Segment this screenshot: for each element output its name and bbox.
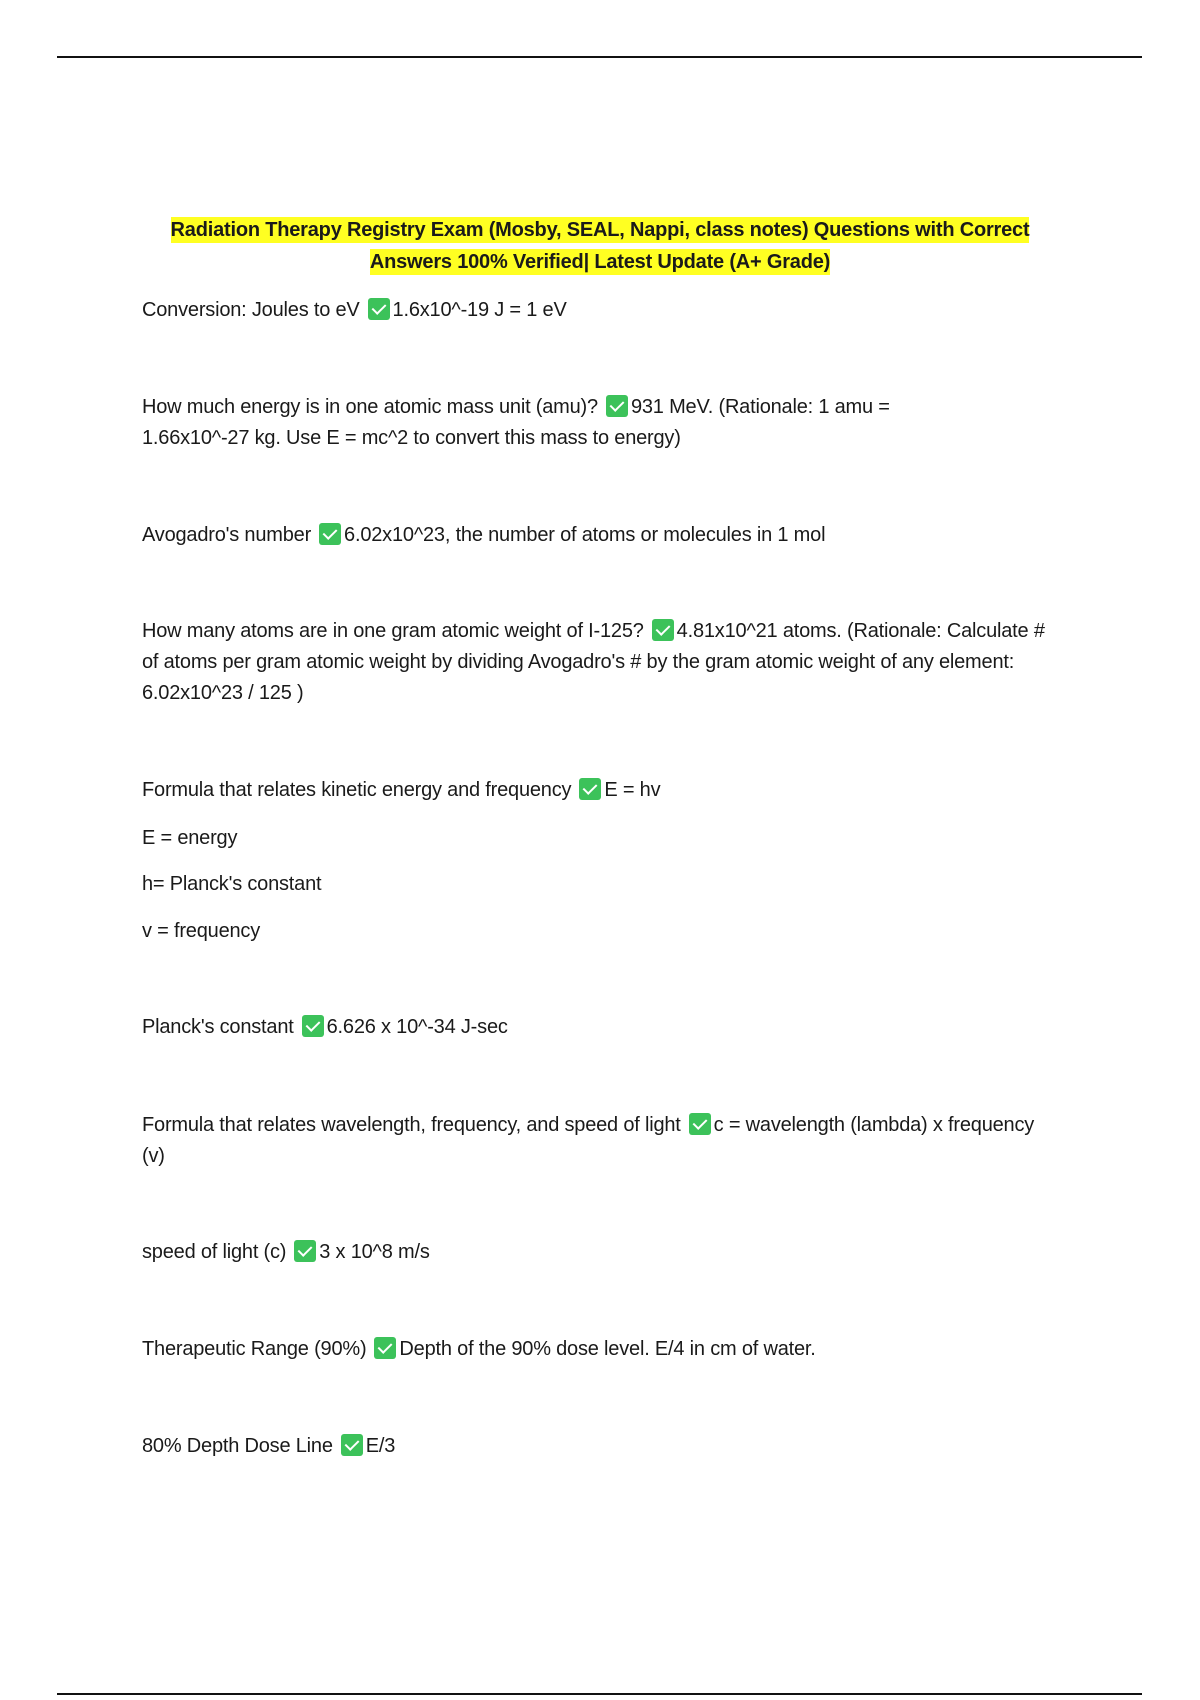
answer-text: 6.626 x 10^-34 J-sec [326, 1016, 508, 1038]
answer-text: Depth of the 90% dose level. E/4 in cm of water. [399, 1338, 816, 1360]
answer-text: c = wavelength (lambda) x frequency (v) [142, 1114, 1035, 1167]
question-text: 80% Depth Dose Line [142, 1435, 333, 1457]
qa-item-9 [142, 1334, 1042, 1365]
check-icon [319, 523, 341, 545]
answer-text: 1.6x10^-19 J = 1 eV [392, 299, 567, 321]
qa-item-6 [142, 1012, 1042, 1043]
answer-text: 4.81x10^21 atoms. (Rationale: Calculate # of atoms per gram atomic weight by dividing Avogadro's # by the gram atomic weight of any element: 6.02x10^23 / 125 ) [142, 620, 1045, 704]
question-text: Formula that relates wavelength, frequency, and speed of light [142, 1114, 681, 1136]
top-rule [57, 56, 1142, 58]
document-title [140, 214, 1060, 278]
qa-item-10 [142, 1431, 1042, 1462]
question-text: speed of light (c) [142, 1241, 287, 1263]
question-text: How much energy is in one atomic mass unit (amu)? [142, 396, 598, 418]
check-icon [341, 1434, 363, 1456]
document-title-text: Radiation Therapy Registry Exam (Mosby, SEAL, Nappi, class notes) Questions with Correct Answers 100% Verified| Latest Update (A+ Grade) [170, 219, 1030, 273]
qa-item-1 [142, 295, 1042, 326]
check-icon [606, 395, 628, 417]
answer-text: E = hv [604, 779, 661, 801]
bottom-rule [57, 1693, 1142, 1695]
check-icon [374, 1337, 396, 1359]
answer-text: 3 x 10^8 m/s [319, 1241, 430, 1263]
question-text: Conversion: Joules to eV [142, 299, 360, 321]
question-text: Formula that relates kinetic energy and frequency [142, 779, 572, 801]
qa-item-7 [142, 1110, 1062, 1172]
answer-text: 6.02x10^23, the number of atoms or molecules in 1 mol [344, 524, 826, 546]
detail-line: E = energy [142, 827, 238, 849]
answer-text: 931 MeV. (Rationale: 1 amu = 1.66x10^-27 kg. Use E = mc^2 to convert this mass to energy) [142, 396, 890, 449]
check-icon [368, 298, 390, 320]
qa-item-5 [142, 775, 1042, 806]
question-text: How many atoms are in one gram atomic weight of I-125? [142, 620, 644, 642]
check-icon [294, 1240, 316, 1262]
check-icon [652, 619, 674, 641]
check-icon [302, 1015, 324, 1037]
check-icon [689, 1113, 711, 1135]
detail-line: v = frequency [142, 920, 261, 942]
qa-item-2 [142, 392, 992, 454]
detail-line: h= Planck's constant [142, 873, 322, 895]
qa-item-3 [142, 520, 1042, 551]
qa-item-4 [142, 616, 1062, 709]
question-text: Therapeutic Range (90%) [142, 1338, 367, 1360]
check-icon [579, 778, 601, 800]
question-text: Planck's constant [142, 1016, 294, 1038]
qa-item-8 [142, 1237, 1042, 1268]
question-text: Avogadro's number [142, 524, 312, 546]
answer-text: E/3 [365, 1435, 396, 1457]
